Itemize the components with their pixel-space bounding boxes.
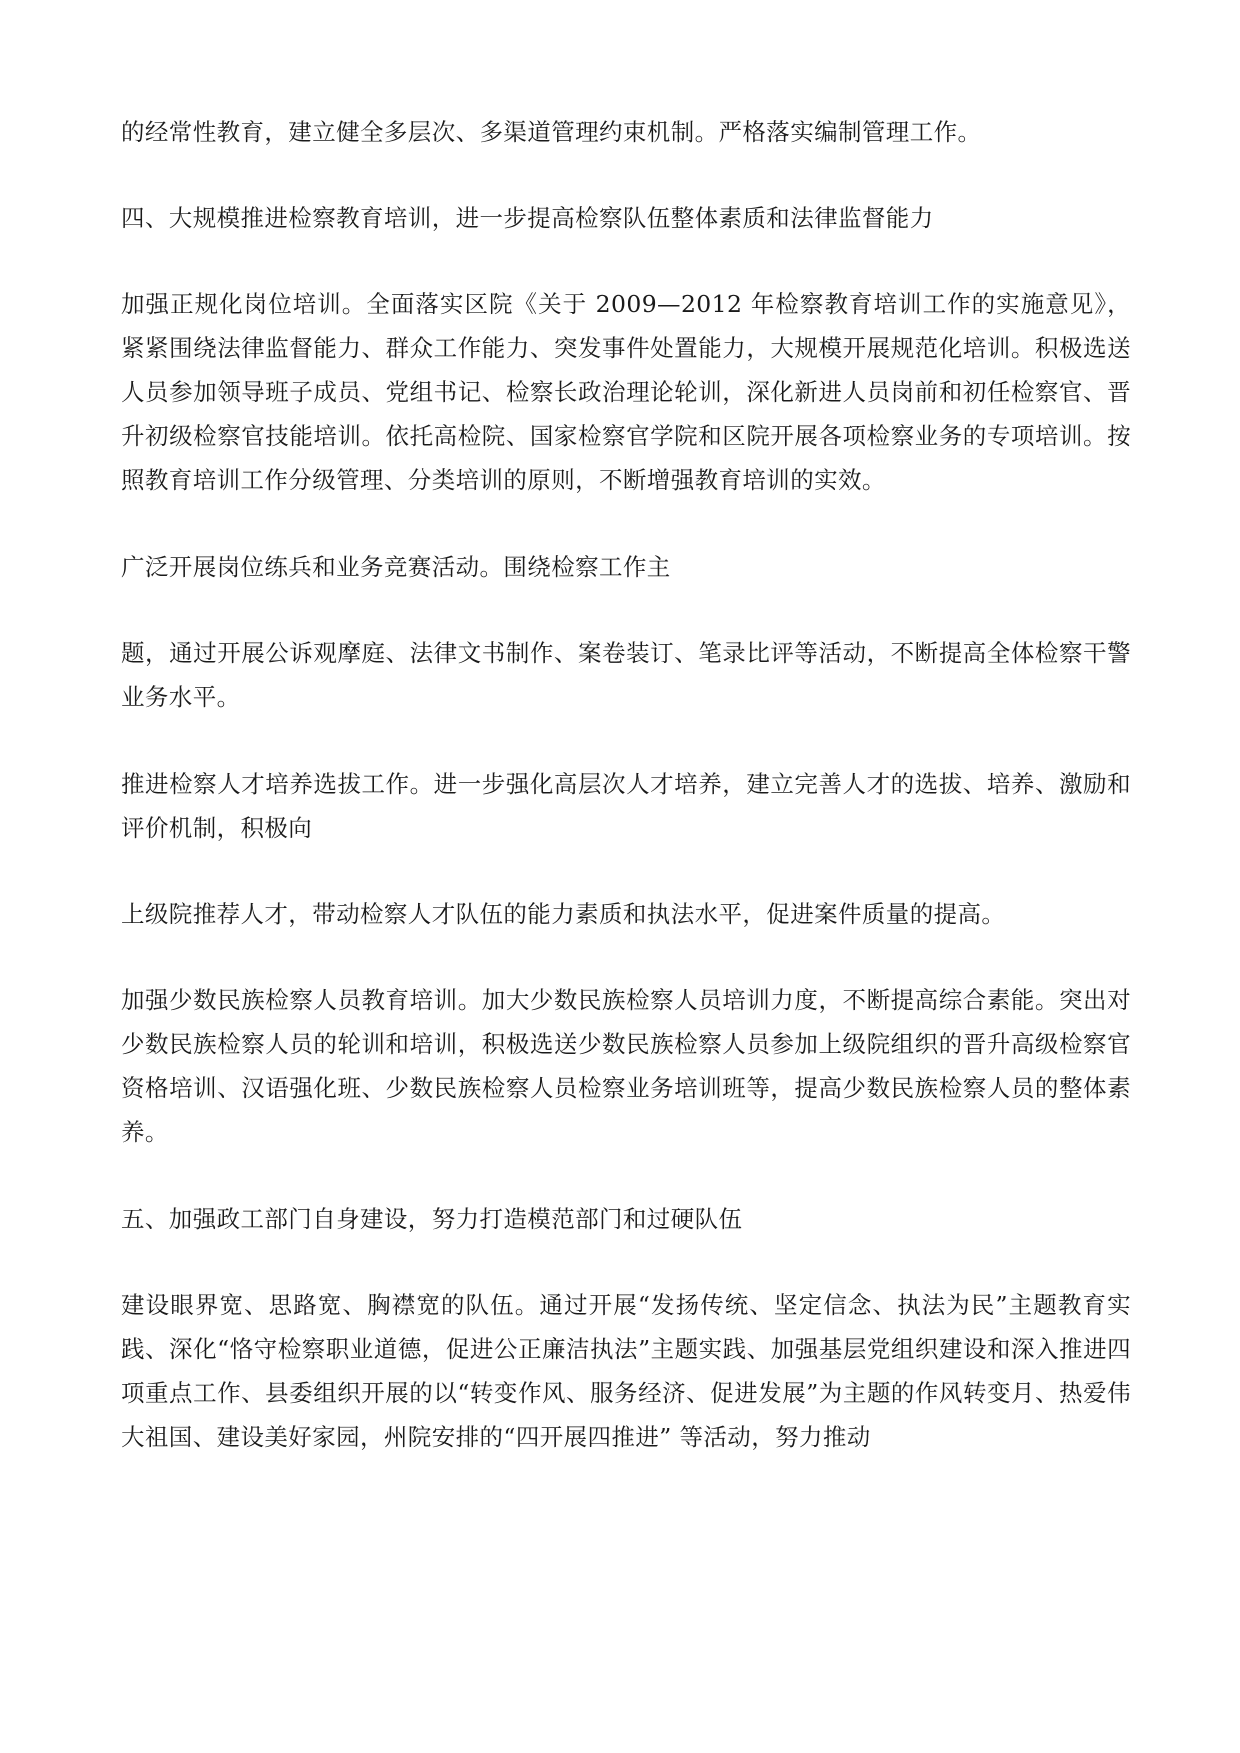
paragraph-post-training: 加强正规化岗位培训。全面落实区院《关于 2009—2012 年检察教育培训工作的实施意见》，紧紧围绕法律监督能力、群众工作能力、突发事件处置能力，大规模开展规范化培训。积极选送人员参加领导班子成员、党组书记、检察长政治理论轮训，深化新进人员岗前和初任检察官、晋升初级检察官技能培训。依托高检院、国家检察官学院和区院开展各项检察业务的专项培训。按照教育培训工作分级管理、分类培训的原则，不断增强教育培训的实效。 (121, 290, 1131, 494)
section-heading-four: 四、大规模推进检察教育培训，进一步提高检察队伍整体素质和法律监督能力 (121, 204, 934, 232)
paragraph-team-building: 建设眼界宽、思路宽、胸襟宽的队伍。通过开展“发扬传统、坚定信念、执法为民”主题教育实践、深化“恪守检察职业道德，促进公正廉洁执法”主题实践、加强基层党组织建设和深入推进四项重点工作、县委组织开展的以“转变作风、服务经济、促进发展”为主题的作风转变月、热爱伟大祖国、建设美好家园，州院安排的“四开展四推进” 等活动，努力推动 (121, 1291, 1131, 1451)
section-heading-five: 五、加强政工部门自身建设，努力打造模范部门和过硬队伍 (121, 1205, 743, 1233)
paragraph-minority-training: 加强少数民族检察人员教育培训。加大少数民族检察人员培训力度，不断提高综合素能。突出对少数民族检察人员的轮训和培训，积极选送少数民族检察人员参加上级院组织的晋升高级检察官资格培训、汉语强化班、少数民族检察人员检察业务培训班等，提高少数民族检察人员的整体素养。 (121, 986, 1131, 1146)
paragraph-talent-selection: 推进检察人才培养选拔工作。进一步强化高层次人才培养，建立完善人才的选拔、培养、激励和评价机制，积极向 (121, 770, 1131, 842)
paragraph-talent-selection-continued: 上级院推荐人才，带动检察人才队伍的能力素质和执法水平，促进案件质量的提高。 (121, 900, 1006, 928)
paragraph-skills-competition: 广泛开展岗位练兵和业务竞赛活动。围绕检察工作主 (121, 553, 671, 581)
paragraph-continuation: 的经常性教育，建立健全多层次、多渠道管理约束机制。严格落实编制管理工作。 (121, 118, 982, 146)
paragraph-skills-competition-continued: 题，通过开展公诉观摩庭、法律文书制作、案卷装订、笔录比评等活动，不断提高全体检察干警业务水平。 (121, 639, 1131, 711)
